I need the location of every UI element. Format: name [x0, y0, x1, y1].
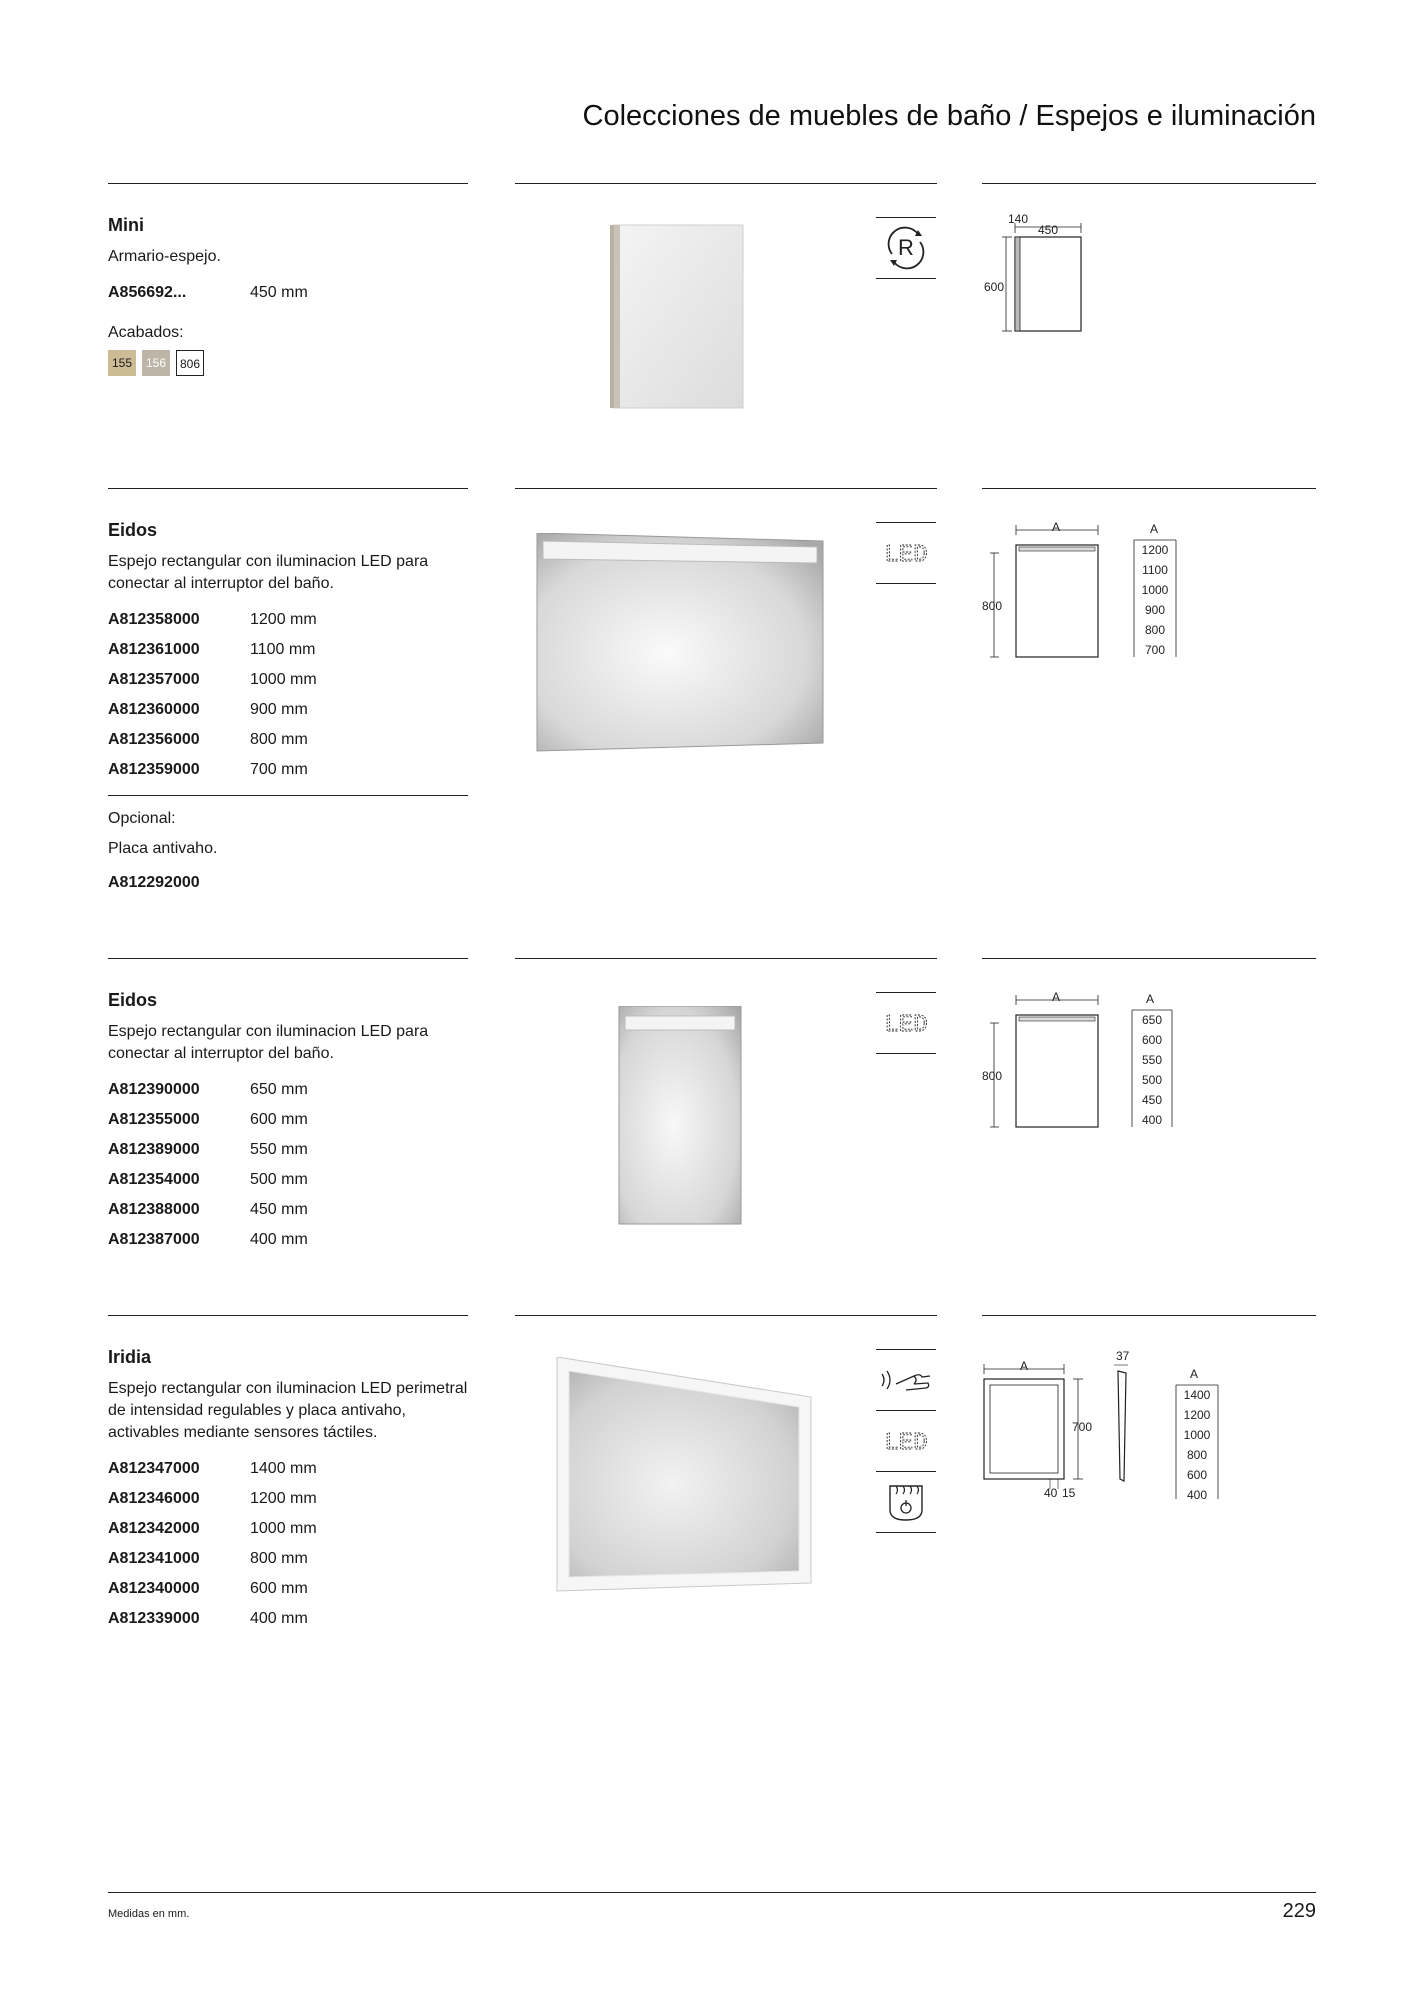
svg-text:A: A [1150, 522, 1159, 536]
section-rule [515, 958, 937, 959]
product-size: 800 mm [250, 1550, 308, 1567]
product-size: 1100 mm [250, 641, 316, 658]
section-rule [515, 1315, 937, 1316]
svg-text:40: 40 [1044, 1486, 1058, 1499]
product-image-mini [600, 223, 760, 423]
product-code: A812360000 [108, 701, 200, 718]
table-row [108, 1075, 468, 1105]
svg-text:1400: 1400 [1183, 1388, 1211, 1402]
svg-text:A: A [1052, 520, 1061, 534]
product-code: A812357000 [108, 671, 200, 688]
product-code: A812355000 [108, 1111, 200, 1128]
svg-text:700: 700 [1144, 643, 1166, 657]
product-code: A812359000 [108, 761, 200, 778]
svg-text:140: 140 [1008, 213, 1029, 226]
svg-text:LED: LED [884, 1430, 928, 1456]
table-row [108, 605, 468, 635]
section-rule [515, 488, 937, 489]
page-number: 229 [1282, 1900, 1316, 1922]
table-row [108, 1514, 468, 1544]
product-name: Eidos [108, 990, 158, 1010]
product-size: 700 mm [250, 761, 308, 778]
svg-text:800: 800 [1144, 623, 1166, 637]
svg-text:600: 600 [1186, 1468, 1208, 1482]
finish-swatch-806: 806 [176, 350, 204, 376]
product-size: 550 mm [250, 1141, 308, 1158]
svg-text:1100: 1100 [1142, 563, 1168, 577]
svg-text:500: 500 [1141, 1073, 1163, 1087]
product-size: 900 mm [250, 701, 308, 718]
svg-text:1200: 1200 [1183, 1408, 1211, 1422]
section-rule [982, 183, 1316, 184]
optional-label: Opcional: [108, 810, 176, 827]
svg-text:650: 650 [1141, 1013, 1163, 1027]
svg-text:450: 450 [1038, 223, 1059, 237]
product-image-eidos-1 [535, 533, 825, 763]
section-rule [108, 958, 468, 959]
table-row [108, 725, 468, 755]
section-rule [982, 1315, 1316, 1316]
svg-text:1000: 1000 [1183, 1428, 1211, 1442]
svg-text:600: 600 [1141, 1033, 1163, 1047]
svg-text:A: A [1020, 1359, 1029, 1373]
section-rule [515, 183, 937, 184]
section-rule [108, 488, 468, 489]
product-size: 650 mm [250, 1081, 308, 1098]
optional-description: Placa antivaho. [108, 840, 218, 857]
optional-code: A812292000 [108, 874, 200, 891]
product-size: 1000 mm [250, 671, 317, 688]
product-size: 400 mm [250, 1231, 308, 1248]
product-image-iridia [555, 1357, 815, 1597]
footer-rule [108, 1892, 1316, 1893]
dimension-diagram-eidos-1 [982, 518, 1202, 668]
svg-text:800: 800 [982, 1069, 1003, 1083]
product-size: 1200 mm [250, 1490, 317, 1507]
icon-separator [876, 1053, 936, 1054]
svg-text:A: A [1052, 990, 1061, 1004]
led-icon [876, 1411, 936, 1471]
optional-code-row [108, 868, 468, 898]
product-description: Espejo rectangular con iluminacion LED para conectar al interruptor del baño. [108, 553, 429, 592]
svg-text:600: 600 [984, 280, 1005, 294]
product-size: 400 mm [250, 1610, 308, 1627]
product-code: A812356000 [108, 731, 200, 748]
finish-swatches [108, 350, 468, 376]
svg-text:1200: 1200 [1141, 543, 1169, 557]
product-code: A812390000 [108, 1081, 200, 1098]
product-image-eidos-2 [615, 1006, 745, 1226]
product-code: A812389000 [108, 1141, 200, 1158]
product-code: A812354000 [108, 1171, 200, 1188]
svg-text:37: 37 [1116, 1349, 1130, 1363]
product-code: A812347000 [108, 1460, 200, 1477]
optional-separator [108, 795, 468, 796]
reversible-icon [876, 218, 936, 278]
product-code: A812358000 [108, 611, 200, 628]
product-size: 450 mm [250, 284, 308, 301]
product-code: A812342000 [108, 1520, 200, 1537]
table-row [108, 1165, 468, 1195]
product-name: Iridia [108, 1347, 152, 1367]
svg-text:LED: LED [884, 1012, 928, 1038]
dimension-diagram-eidos-2 [982, 988, 1202, 1138]
table-row [108, 1135, 468, 1165]
svg-text:15: 15 [1062, 1486, 1076, 1499]
product-code: A812361000 [108, 641, 200, 658]
svg-text:R: R [898, 235, 914, 260]
svg-text:450: 450 [1141, 1093, 1163, 1107]
table-row [108, 1544, 468, 1574]
product-size: 1000 mm [250, 1520, 317, 1537]
product-section-eidos-2 [0, 958, 1414, 1298]
svg-text:900: 900 [1144, 603, 1166, 617]
touch-sensor-icon [876, 1350, 936, 1410]
product-description: Espejo rectangular con iluminacion LED perimetral de intensidad regulables y placa antivaho, activables mediante sensores táctiles. [108, 1380, 468, 1441]
table-row [108, 278, 468, 308]
dimension-diagram-mini [982, 213, 1102, 343]
table-row [108, 755, 468, 785]
section-rule [982, 488, 1316, 489]
product-size: 800 mm [250, 731, 308, 748]
product-code: A812346000 [108, 1490, 200, 1507]
product-size: 1200 mm [250, 611, 317, 628]
icon-separator [876, 278, 936, 279]
svg-text:400: 400 [1141, 1113, 1163, 1127]
svg-text:800: 800 [1186, 1448, 1208, 1462]
table-row [108, 1195, 468, 1225]
svg-text:A: A [1146, 992, 1155, 1006]
product-codes [108, 1454, 468, 1634]
dimension-diagram-iridia [982, 1349, 1242, 1499]
product-name: Mini [108, 215, 144, 235]
product-codes [108, 278, 468, 308]
product-size: 500 mm [250, 1171, 308, 1188]
finish-swatch-155: 155 [108, 350, 136, 376]
section-rule [108, 183, 468, 184]
led-icon [876, 993, 936, 1053]
svg-text:700: 700 [1072, 1420, 1093, 1434]
product-section-iridia [0, 1315, 1414, 1695]
product-description: Espejo rectangular con iluminacion LED para conectar al interruptor del baño. [108, 1023, 429, 1062]
table-row [108, 1454, 468, 1484]
section-rule [108, 1315, 468, 1316]
product-size: 600 mm [250, 1111, 308, 1128]
led-icon [876, 523, 936, 583]
product-size: 600 mm [250, 1580, 308, 1597]
antifog-icon [876, 1472, 936, 1532]
svg-text:400: 400 [1186, 1488, 1208, 1499]
section-rule [982, 958, 1316, 959]
footer-note: Medidas en mm. [108, 1908, 190, 1920]
product-code: A812387000 [108, 1231, 200, 1248]
svg-text:LED: LED [884, 542, 928, 568]
icon-separator [876, 1532, 936, 1533]
product-name: Eidos [108, 520, 158, 540]
icon-separator [876, 583, 936, 584]
finish-swatch-156: 156 [142, 350, 170, 376]
product-code: A812339000 [108, 1610, 200, 1627]
product-code: A856692... [108, 284, 187, 301]
svg-text:A: A [1190, 1367, 1199, 1381]
svg-text:550: 550 [1141, 1053, 1163, 1067]
finishes-label: Acabados: [108, 324, 184, 341]
table-row [108, 635, 468, 665]
product-codes [108, 1075, 468, 1255]
svg-text:1000: 1000 [1141, 583, 1169, 597]
product-description: Armario-espejo. [108, 248, 221, 265]
product-size: 450 mm [250, 1201, 308, 1218]
table-row [108, 1105, 468, 1135]
svg-text:800: 800 [982, 599, 1003, 613]
product-section-mini [0, 183, 1414, 483]
product-codes [108, 605, 468, 785]
table-row [108, 695, 468, 725]
table-row [108, 1225, 468, 1255]
table-row [108, 1484, 468, 1514]
table-row [108, 1574, 468, 1604]
page-title: Colecciones de muebles de baño / Espejos e iluminación [582, 100, 1316, 132]
table-row [108, 1604, 468, 1634]
product-code: A812341000 [108, 1550, 200, 1567]
product-code: A812388000 [108, 1201, 200, 1218]
product-section-eidos-1 [0, 488, 1414, 928]
table-row [108, 665, 468, 695]
product-code: A812340000 [108, 1580, 200, 1597]
product-size: 1400 mm [250, 1460, 317, 1477]
